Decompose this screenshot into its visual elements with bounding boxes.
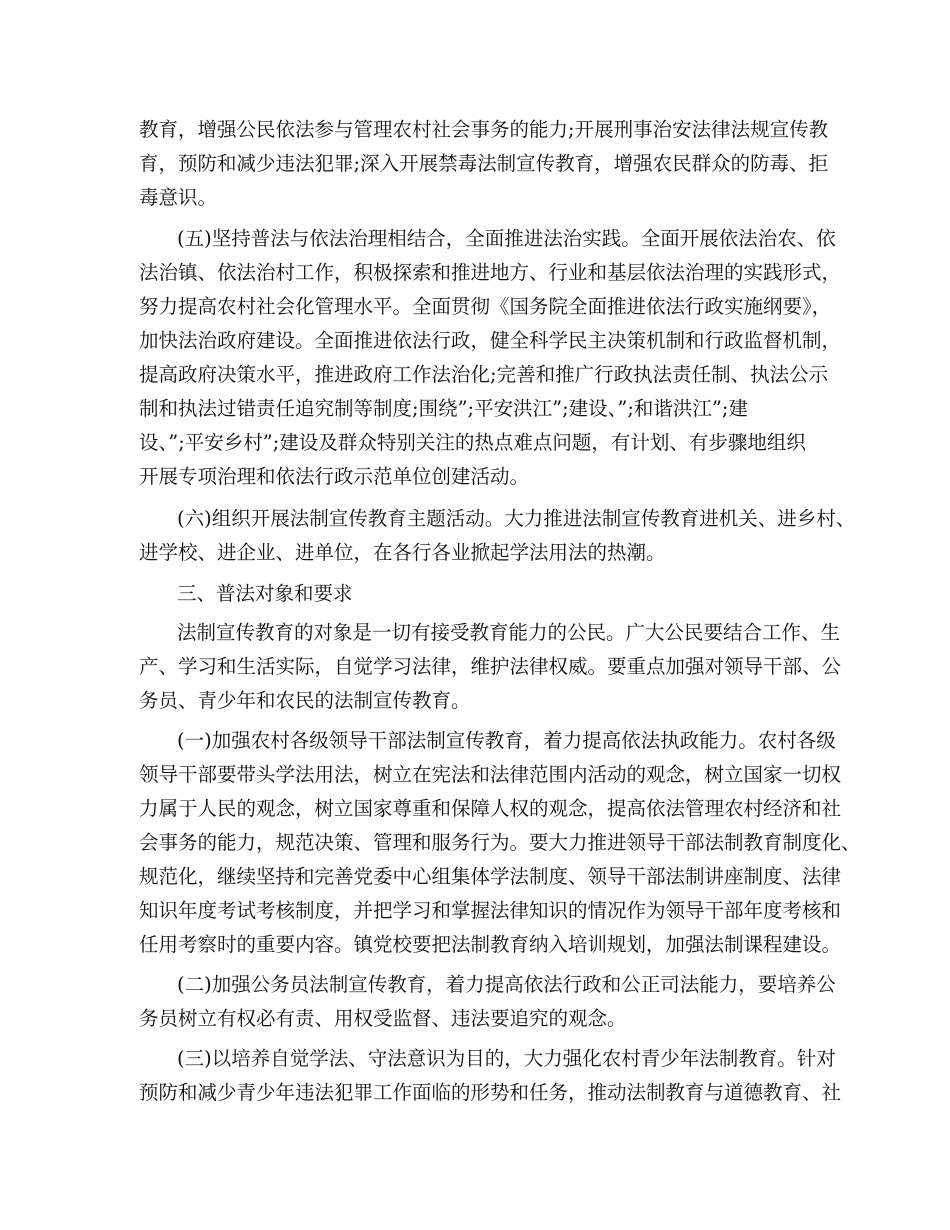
text-line: 设、”;平安乡村”;建设及群众特别关注的热点难点问题，有计划、有步骤地组织 bbox=[139, 431, 806, 454]
paragraph-first-line: 法制宣传教育的对象是一切有接受教育能力的公民。广大公民要结合工作、生 bbox=[177, 621, 841, 644]
text-line: 务员树立有权必有责、用权受监督、违法要追究的观念。 bbox=[139, 1007, 627, 1030]
section-heading: 三、普法对象和要求 bbox=[177, 582, 353, 605]
text-line: 力属于人民的观念，树立国家尊重和保障人权的观念，提高依法管理农村经济和社 bbox=[139, 797, 842, 820]
paragraph-first-line: (一)加强农村各级领导干部法制宣传教育，着力提高依法执政能力。农村各级 bbox=[177, 729, 836, 752]
text-line: 法治镇、依法治村工作，积极探索和推进地方、行业和基层依法治理的实践形式， bbox=[139, 261, 842, 284]
text-line: 规范化，继续坚持和完善党委中心组集体学法制度、领导干部法制讲座制度、法律 bbox=[139, 865, 842, 888]
text-line: 会事务的能力，规范决策、管理和服务行为。要大力推进领导干部法制教育制度化、 bbox=[139, 831, 861, 854]
paragraph-first-line: (三)以培养自觉学法、守法意识为目的，大力强化农村青少年法制教育。针对 bbox=[177, 1047, 836, 1070]
text-line: 产、学习和生活实际，自觉学习法律，维护法律权威。要重点加强对领导干部、公 bbox=[139, 655, 842, 678]
text-line: 知识年度考试考核制度，并把学习和掌握法律知识的情况作为领导干部年度考核和 bbox=[139, 899, 842, 922]
text-line: 领导干部要带头学法用法，树立在宪法和法律范围内活动的观念，树立国家一切权 bbox=[139, 763, 842, 786]
text-line: 努力提高农村社会化管理水平。全面贯彻《国务院全面推进依法行政实施纲要》， bbox=[139, 295, 832, 318]
text-line: 制和执法过错责任追究制等制度;围绕”;平安洪江”;建设、”;和谐洪江”;建 bbox=[139, 397, 748, 420]
text-line: 教育，增强公民依法参与管理农村社会事务的能力;开展刑事治安法律法规宣传教 bbox=[139, 118, 829, 141]
text-line: 育，预防和减少违法犯罪;深入开展禁毒法制宣传教育，增强农民群众的防毒、拒 bbox=[139, 152, 829, 175]
text-line: 开展专项治理和依法行政示范单位创建活动。 bbox=[139, 465, 530, 488]
paragraph-first-line: (二)加强公务员法制宣传教育，着力提高依法行政和公正司法能力，要培养公 bbox=[177, 973, 836, 996]
text-line: 任用考察时的重要内容。镇党校要把法制教育纳入培训规划，加强法制课程建设。 bbox=[139, 933, 842, 956]
text-line: 务员、青少年和农民的法制宣传教育。 bbox=[139, 689, 471, 712]
text-line: 毒意识。 bbox=[139, 186, 218, 209]
text-line: 加快法治政府建设。全面推进依法行政，健全科学民主决策机制和行政监督机制， bbox=[139, 329, 842, 352]
text-line: 提高政府决策水平，推进政府工作法治化;完善和推广行政执法责任制、执法公示 bbox=[139, 363, 829, 386]
text-line: 预防和减少青少年违法犯罪工作面临的形势和任务，推动法制教育与道德教育、社 bbox=[139, 1081, 842, 1104]
paragraph-first-line: (五)坚持普法与依法治理相结合，全面推进法治实践。全面开展依法治农、依 bbox=[177, 227, 836, 250]
text-line: 进学校、进企业、进单位，在各行各业掀起学法用法的热潮。 bbox=[139, 541, 666, 564]
paragraph-first-line: (六)组织开展法制宣传教育主题活动。大力推进法制宣传教育进机关、进乡村、 bbox=[177, 507, 856, 530]
